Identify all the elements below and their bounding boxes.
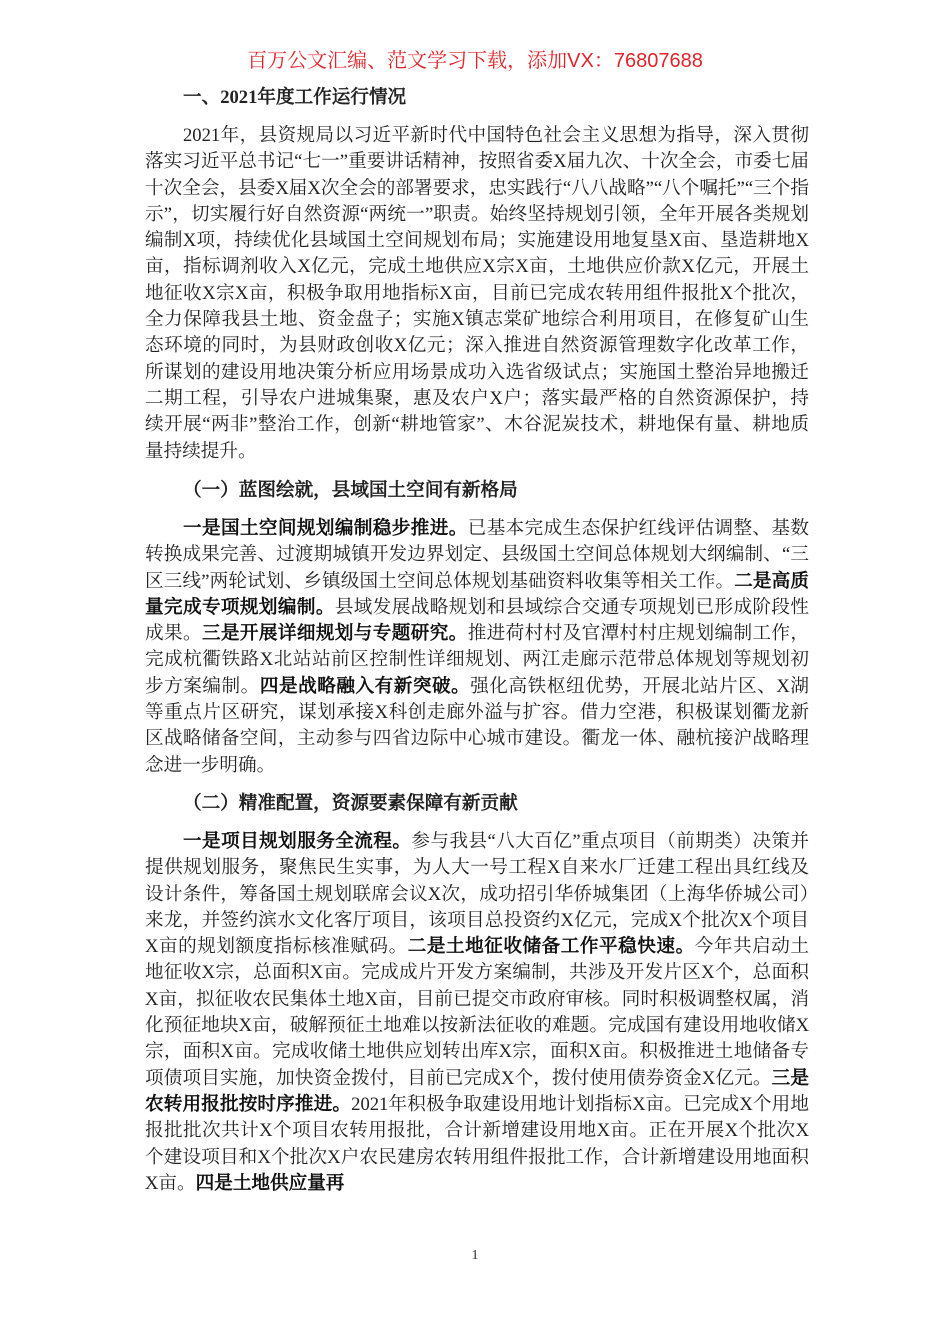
- body-text: 今年共启动土地征收X宗，总面积X亩。完成成片开发方案编制，共涉及开发片区X个，总面积X亩，拟征收农民集体土地X亩，目前已提交市政府审核。同时积极调整权属，消化预征地块X亩，破解预征土地难以按新法征收的难题。完成国有建设用地收储X宗，面积X亩。完成收储土地供应划转出库X宗，面积X亩。积极推进土地储备专项债项目实施，加快资金拨付，目前已完成X个，拨付使用债券资金X亿元。: [145, 936, 809, 1089]
- paragraph-allocation: [145, 829, 809, 1197]
- page-number: 1: [471, 1248, 479, 1263]
- subheading-allocation: （二）精准配置，资源要素保障有新贡献: [183, 793, 518, 814]
- body-text: 参与我县“八大百亿”重点项目（前期类）决策并提供规划服务，聚焦民生实事，为人大一号工程X自来水厂迁建工程出具红线及设计条件，筹备国土规划联席会议X次，成功招引华侨城集团（上海华侨城公司）来龙，并签约滨水文化客厅项目，该项目总投资约X亿元，完成X个批次X个项目X亩的规划额度指标核准赋码。: [145, 831, 809, 958]
- key-point: 四是土地供应量再: [195, 1172, 345, 1194]
- body-text: 2021年积极争取建设用地计划指标X亩。已完成X个用地报批批次共计X个项目农转用报批，合计新增建设用地X亩。正在开展X个批次X个建设项目和X个批次X户农民建房农转用组件报批工作，合计新增建设用地面积X亩。: [145, 1093, 809, 1194]
- paragraph-overview: 2021年，县资规局以习近平新时代中国特色社会主义思想为指导，深入贯彻落实习近平总书记“七一”重要讲话精神，按照省委X届九次、十次全会，市委七届十次全会，县委X届X次全会的部署要求，忠实践行“八八战略”“八个嘱托”“三个指示”，切实履行好自然资源“两统一”职责。始终坚持规划引领，全年开展各类规划编制X项，持续优化县域国土空间规划布局；实施建设用地复垦X亩、垦造耕地X亩，指标调剂收入X亿元，完成土地供应X宗X亩，土地供应价款X亿元，开展土地征收X宗X亩，积极争取用地指标X亩，目前已完成农转用组件报批X个批次，全力保障我县土地、资金盘子；实施X镇志棠矿地综合利用项目，在修复矿山生态环境的同时，为县财政创收X亿元；深入推进自然资源管理数字化改革工作，所谋划的建设用地决策分析应用场景成功入选省级试点；实施国土整治异地搬迁二期工程，引导农户进城集聚，惠及农户X户；落实最严格的自然资源保护，持续开展“两非”整治工作，创新“耕地管家”、木谷泥炭技术，耕地保有量、耕地质量持续提升。: [145, 125, 809, 462]
- key-point: 一是项目规划服务全流程。: [183, 831, 412, 852]
- body-text: 强化高铁枢纽优势，开展北站片区、X湖等重点片区研究，谋划承接X科创走廊外溢与扩容。借力空港，积极谋划衢龙新区战略储备空间，主动参与四省边际中心城市建设。衢龙一体、融杭接沪战略理念进一步明确。: [145, 675, 809, 776]
- key-point: 二是高质量完成专项规划编制。: [145, 570, 809, 618]
- body-text: 县域发展战略规划和县域综合交通专项规划已形成阶段性成果。: [145, 596, 809, 645]
- paragraph-blueprint: [145, 516, 809, 779]
- watermark-banner: 百万公文汇编、范文学习下载，添加VX：76807688: [247, 50, 703, 72]
- heading-section-1: 一、2021年度工作运行情况: [183, 87, 407, 108]
- key-point: 一是国土空间规划编制稳步推进。: [183, 518, 468, 539]
- subheading-blueprint: （一）蓝图绘就，县域国土空间有新格局: [183, 480, 518, 501]
- key-point: 三是农转用报批按时序推进。: [145, 1067, 809, 1115]
- body-text: 推进荷村村及官潭村村庄规划编制工作，完成杭衢铁路X北站站前区控制性详细规划、两江走廊示范带总体规划等规划初步方案编制。: [145, 623, 809, 697]
- key-point: 二是土地征收储备工作平稳快速。: [407, 936, 695, 958]
- key-point: 四是战略融入有新突破。: [259, 675, 471, 697]
- key-point: 三是开展详细规划与专题研究。: [201, 623, 468, 645]
- body-text: 已基本完成生态保护红线评估调整、基数转换成果完善、过渡期城镇开发边界划定、县级国土空间总体规划大纲编制、“三区三线”两轮试划、乡镇级国土空间总体规划基础资料收集等相关工作。: [145, 518, 809, 592]
